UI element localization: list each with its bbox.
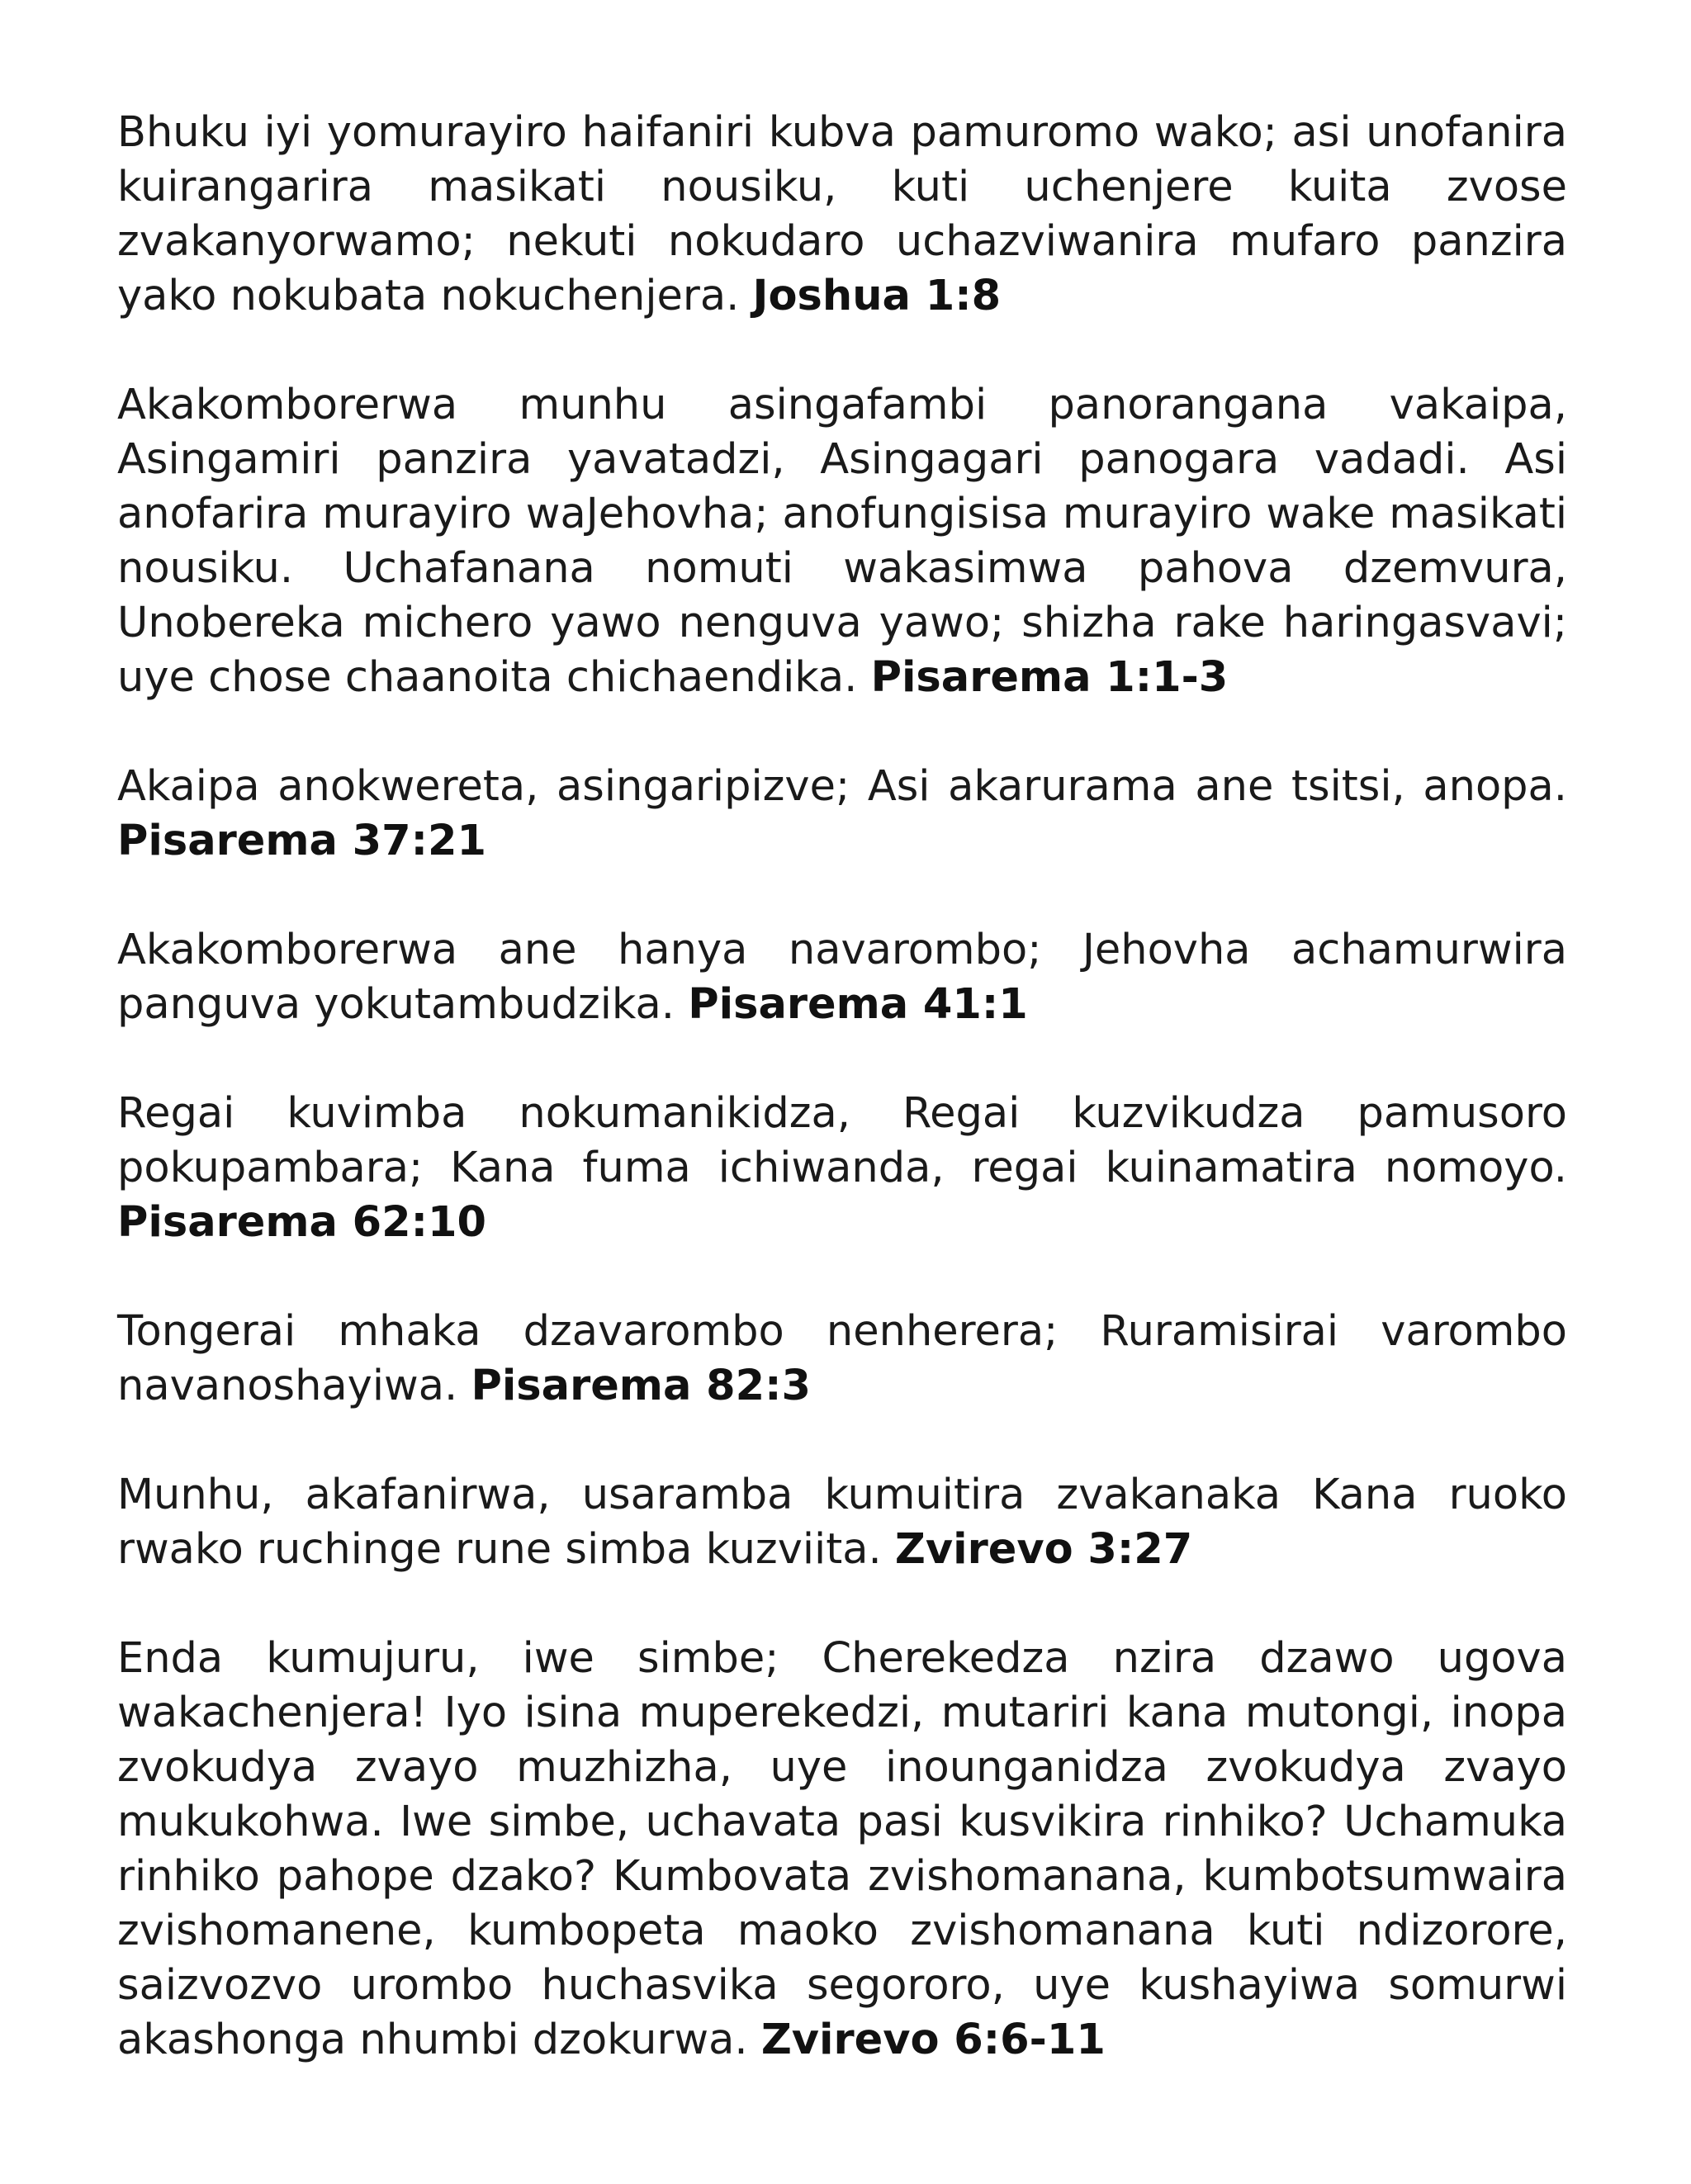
verse-text: Regai kuvimba nokumanikidza, Regai kuzvikudza pamusoro pokupambara; Kana fuma ichiwanda, regai kuinamatira nomoyo.	[117, 1089, 1567, 1192]
verse-reference: Pisarema 41:1	[688, 980, 1028, 1029]
verse-paragraph	[117, 106, 1567, 324]
verse-paragraph	[117, 1632, 1567, 2068]
verse-text: Akakomborerwa ane hanya navarombo; Jehovha achamurwira panguva yokutambudzika.	[117, 926, 1567, 1029]
scripture-page	[117, 106, 1567, 2122]
verse-reference: Zvirevo 3:27	[894, 1525, 1193, 1574]
verse-text: Munhu, akafanirwa, usaramba kumuitira zvakanaka Kana ruoko rwako ruchinge rune simba kuzviita.	[117, 1471, 1567, 1574]
verse-text: Tongerai mhaka dzavarombo nenherera; Ruramisirai varombo navanoshayiwa.	[117, 1307, 1567, 1410]
verse-reference: Joshua 1:8	[752, 272, 1002, 320]
verse-paragraph	[117, 923, 1567, 1032]
verse-reference: Pisarema 1:1-3	[870, 653, 1229, 702]
verse-paragraph	[117, 378, 1567, 705]
verse-reference: Pisarema 37:21	[117, 817, 487, 865]
verse-paragraph	[117, 760, 1567, 869]
verse-text: Enda kumujuru, iwe simbe; Cherekedza nzira dzawo ugova wakachenjera! Iyo isina muperekedzi, mutariri kana mutongi, inopa zvokudya zvayo muzhizha, uye inounganidza zvokudya zvayo mukukohwa. Iwe simbe, uchavata pasi kusvikira rinhiko? Uchamuka rinhiko pahope dzako? Kumbovata zvishomanana, kumbotsumwaira zvishomanene, kumbopeta maoko zvishomanana kuti ndizorore, saizvozvo urombo huchasvika segororo, uye kushayiwa somurwi akashonga nhumbi dzokurwa.	[117, 1634, 1567, 2064]
verse-paragraph	[117, 1468, 1567, 1577]
verse-reference: Pisarema 62:10	[117, 1198, 487, 1247]
verse-paragraph	[117, 1087, 1567, 1250]
verse-text: Bhuku iyi yomurayiro haifaniri kubva pamuromo wako; asi unofanira kuirangarira masikati nousiku, kuti uchenjere kuita zvose zvakanyorwamo; nekuti nokudaro uchazviwanira mufaro panzira yako nokubata nokuchenjera.	[117, 108, 1567, 320]
verse-reference: Zvirevo 6:6-11	[760, 2016, 1106, 2064]
verse-text: Akaipa anokwereta, asingaripizve; Asi akarurama ane tsitsi, anopa.	[117, 762, 1567, 811]
verse-text: Akakomborerwa munhu asingafambi panorangana vakaipa, Asingamiri panzira yavatadzi, Asingagari panogara vadadi. Asi anofarira murayiro waJehovha; anofungisisa murayiro wake masikati nousiku. Uchafanana nomuti wakasimwa pahova dzemvura, Unobereka michero yawo nenguva yawo; shizha rake haringasvavi; uye chose chaanoita chichaendika.	[117, 381, 1567, 702]
verse-paragraph	[117, 1305, 1567, 1414]
verse-reference: Pisarema 82:3	[471, 1362, 811, 1410]
